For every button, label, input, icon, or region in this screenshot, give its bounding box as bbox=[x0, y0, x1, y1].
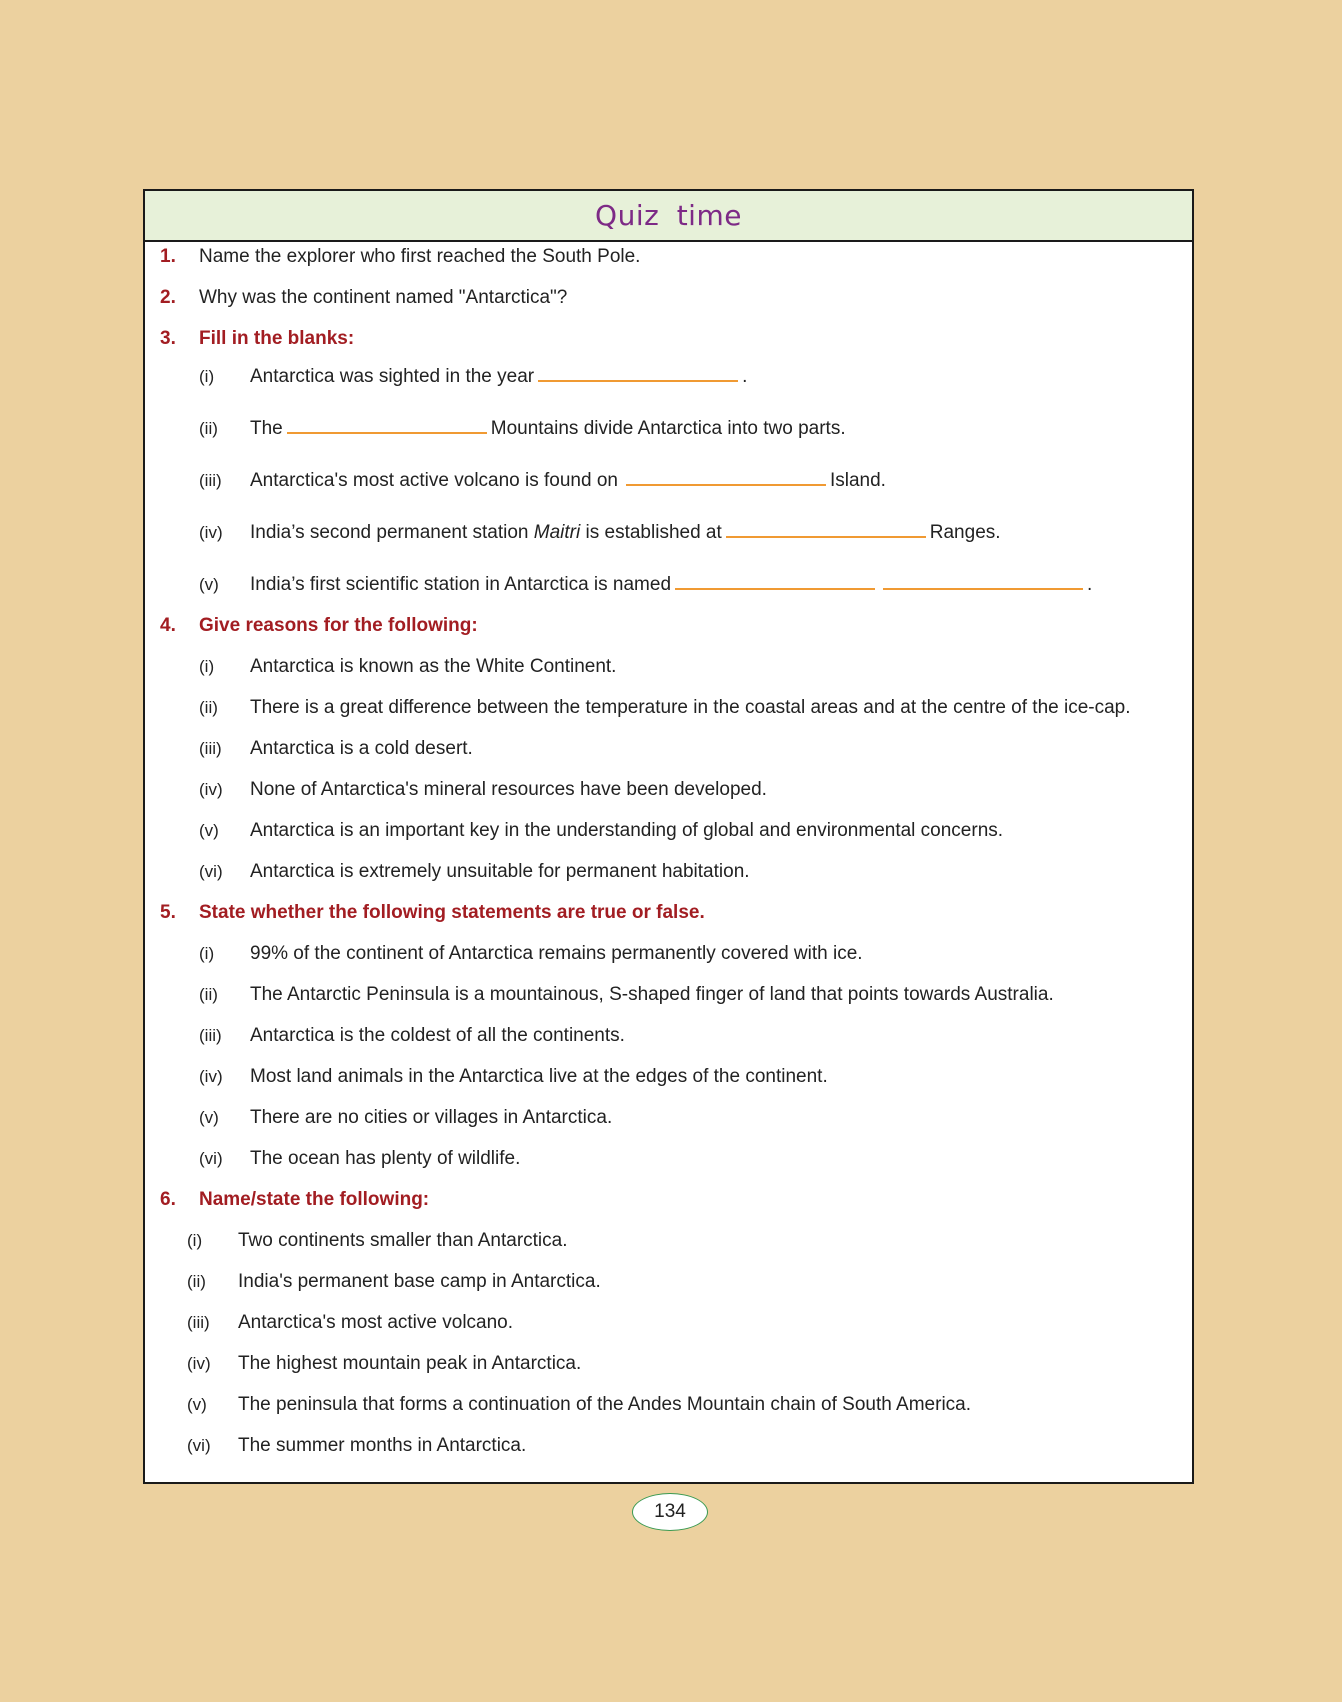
list-item bbox=[145, 1267, 1192, 1297]
item-text: . bbox=[742, 366, 748, 387]
item-text: India’s first scientific station in Antarctica is named bbox=[250, 574, 672, 595]
item-number: (vi) bbox=[187, 1436, 211, 1455]
item-text: Antarctica is known as the White Continent. bbox=[250, 656, 617, 677]
question-heading: Name/state the following: bbox=[199, 1189, 430, 1210]
fill-blank-item bbox=[145, 466, 1192, 496]
item-text: The peninsula that forms a continuation of the Andes Mountain chain of South America. bbox=[238, 1394, 972, 1415]
item-text: Antarctica was sighted in the year bbox=[250, 366, 535, 387]
item-text: Antarctica is an important key in the understanding of global and environmental concerns. bbox=[250, 820, 1004, 841]
page-number: 134 bbox=[632, 1493, 708, 1531]
answer-blank[interactable] bbox=[726, 520, 926, 538]
list-item bbox=[145, 939, 1192, 969]
question-number: 1. bbox=[160, 246, 176, 267]
item-text: The highest mountain peak in Antarctica. bbox=[238, 1353, 582, 1374]
item-number: (iv) bbox=[199, 1067, 223, 1086]
quiz-title: Quiz time bbox=[595, 199, 742, 232]
item-text: The bbox=[250, 418, 283, 439]
item-text: The ocean has plenty of wildlife. bbox=[250, 1148, 521, 1169]
list-item bbox=[145, 1021, 1192, 1051]
list-item bbox=[145, 1144, 1192, 1174]
question-heading: State whether the following statements are true or false. bbox=[199, 902, 705, 923]
item-text: None of Antarctica's mineral resources have been developed. bbox=[250, 779, 767, 800]
item-text: is established at bbox=[585, 522, 722, 543]
fill-blank-item bbox=[145, 414, 1192, 444]
item-text: Antarctica's most active volcano is found on bbox=[250, 470, 618, 491]
item-number: (v) bbox=[199, 821, 219, 840]
station-name: Maitri bbox=[533, 522, 581, 543]
list-item bbox=[145, 1390, 1192, 1420]
list-item bbox=[145, 734, 1192, 764]
item-text: Two continents smaller than Antarctica. bbox=[238, 1230, 568, 1251]
question-6-heading bbox=[145, 1185, 1192, 1215]
item-number: (iii) bbox=[199, 1026, 222, 1045]
item-number: (i) bbox=[199, 944, 215, 963]
question-3-heading bbox=[145, 324, 1192, 354]
list-item bbox=[145, 1431, 1192, 1461]
item-number: (ii) bbox=[199, 698, 218, 717]
item-number: (ii) bbox=[199, 419, 218, 438]
item-text: Antarctica's most active volcano. bbox=[238, 1312, 514, 1333]
question-number: 6. bbox=[160, 1189, 176, 1210]
item-number: (iv) bbox=[199, 523, 223, 542]
item-text: Antarctica is a cold desert. bbox=[250, 738, 473, 759]
question-5-heading bbox=[145, 898, 1192, 928]
list-item bbox=[145, 1308, 1192, 1338]
list-item bbox=[145, 652, 1192, 682]
item-number: (iv) bbox=[187, 1354, 211, 1373]
answer-blank[interactable] bbox=[883, 572, 1083, 590]
question-heading: Fill in the blanks: bbox=[199, 328, 355, 349]
list-item bbox=[145, 1349, 1192, 1379]
question-text: Why was the continent named "Antarctica"? bbox=[199, 287, 568, 308]
answer-blank[interactable] bbox=[538, 364, 738, 382]
question-number: 5. bbox=[160, 902, 176, 923]
list-item bbox=[145, 1103, 1192, 1133]
question-number: 2. bbox=[160, 287, 176, 308]
item-number: (v) bbox=[187, 1395, 207, 1414]
item-text: Antarctica is extremely unsuitable for permanent habitation. bbox=[250, 861, 750, 882]
question-2 bbox=[145, 283, 1192, 313]
quiz-header bbox=[145, 191, 1192, 242]
item-number: (vi) bbox=[199, 1149, 223, 1168]
item-number: (iv) bbox=[199, 780, 223, 799]
list-item bbox=[145, 1226, 1192, 1256]
item-text: The Antarctic Peninsula is a mountainous, S-shaped finger of land that points towards Australia. bbox=[250, 984, 1054, 1005]
item-text: Most land animals in the Antarctica live at the edges of the continent. bbox=[250, 1066, 828, 1087]
item-number: (v) bbox=[199, 1108, 219, 1127]
item-text: 99% of the continent of Antarctica remains permanently covered with ice. bbox=[250, 943, 863, 964]
item-number: (v) bbox=[199, 575, 219, 594]
item-text: The summer months in Antarctica. bbox=[238, 1435, 527, 1456]
list-item bbox=[145, 693, 1192, 723]
list-item bbox=[145, 816, 1192, 846]
item-text: India’s second permanent station bbox=[250, 522, 529, 543]
item-text: There is a great difference between the temperature in the coastal areas and at the centre of the ice-cap. bbox=[250, 697, 1131, 718]
item-text: . bbox=[1087, 574, 1093, 595]
item-number: (i) bbox=[199, 367, 215, 386]
item-number: (ii) bbox=[187, 1272, 206, 1291]
item-text: India's permanent base camp in Antarctica. bbox=[238, 1271, 601, 1292]
question-number: 4. bbox=[160, 615, 176, 636]
fill-blank-item bbox=[145, 362, 1192, 392]
item-text: Island. bbox=[829, 470, 886, 491]
answer-blank[interactable] bbox=[626, 468, 826, 486]
item-number: (vi) bbox=[199, 862, 223, 881]
item-number: (i) bbox=[187, 1231, 203, 1250]
list-item bbox=[145, 980, 1192, 1010]
question-text: Name the explorer who first reached the South Pole. bbox=[199, 246, 641, 267]
item-number: (i) bbox=[199, 657, 215, 676]
item-number: (iii) bbox=[199, 471, 222, 490]
question-heading: Give reasons for the following: bbox=[199, 615, 478, 636]
question-1 bbox=[145, 242, 1192, 272]
fill-blank-item bbox=[145, 570, 1192, 600]
answer-blank[interactable] bbox=[675, 572, 875, 590]
item-text: Ranges. bbox=[929, 522, 1001, 543]
answer-blank[interactable] bbox=[287, 416, 487, 434]
list-item bbox=[145, 857, 1192, 887]
question-number: 3. bbox=[160, 328, 176, 349]
item-number: (ii) bbox=[199, 985, 218, 1004]
quiz-box bbox=[143, 189, 1194, 1484]
item-number: (iii) bbox=[187, 1313, 210, 1332]
list-item bbox=[145, 775, 1192, 805]
item-number: (iii) bbox=[199, 739, 222, 758]
fill-blank-item bbox=[145, 518, 1192, 548]
list-item bbox=[145, 1062, 1192, 1092]
item-text: Mountains divide Antarctica into two parts. bbox=[490, 418, 846, 439]
item-text: There are no cities or villages in Antarctica. bbox=[250, 1107, 613, 1128]
item-text: Antarctica is the coldest of all the continents. bbox=[250, 1025, 625, 1046]
question-4-heading bbox=[145, 611, 1192, 641]
